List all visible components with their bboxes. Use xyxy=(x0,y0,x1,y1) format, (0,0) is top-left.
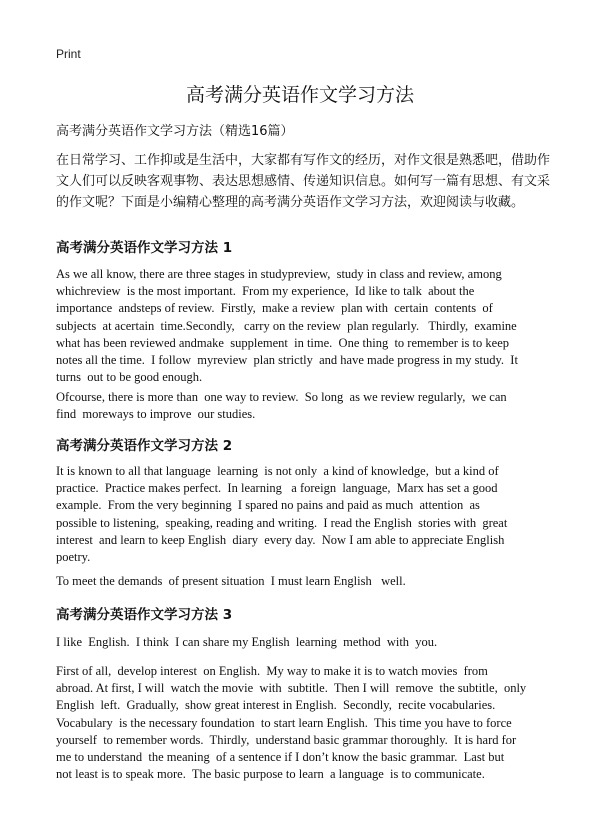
section-2-paragraph-2: To meet the demands of present situation I must learn English well. xyxy=(56,574,406,588)
section-1-paragraph-1: As we all know, there are three stages in studypreview, study in class and review, among whichreview is the most important. From my experience, Id like to talk about the importance andsteps of review. Firstly, make a review plan with certain contents of subjects at acertain time.Secondly, carry on the review plan regularly. Thirdly, examine what has been reviewed andmake supplement in time. One thing to remember is to keep notes all the time. I follow myreview plan strictly and have made progress in my study. It turns out to be good enough. xyxy=(56,267,518,385)
document-subtitle: 高考满分英语作文学习方法（精选16篇） xyxy=(56,124,294,139)
print-link[interactable]: Print xyxy=(56,47,81,61)
section-1-heading: 高考满分英语作文学习方法 1 xyxy=(56,240,233,256)
section-3-paragraph-1: I like English. I think I can share my English learning method with you. xyxy=(56,635,438,649)
section-2-heading: 高考满分英语作文学习方法 2 xyxy=(56,438,233,454)
section-3-heading: 高考满分英语作文学习方法 3 xyxy=(56,607,233,623)
section-1-paragraph-2: Ofcourse, there is more than one way to review. So long as we review regularly, we can find moreways to improve our studies. xyxy=(56,390,507,422)
section-3-paragraph-2: First of all, develop interest on English. My way to make it is to watch movies from abroad. At first, I will watch the movie with subtitle. Then I will remove the subtitle, only English left. Gradually, show great interest in English. Secondly, recite vocabularies. Vocabulary is the necessary foundation to start learn English. This time you have to force yourself to remember words. Thirdly, understand basic grammar thoroughly. It is hard for me to understand the meaning of a sentence if I don’t know the basic grammar. Last but not least is to speak more. The basic purpose to learn a language is to communicate. xyxy=(56,664,527,782)
section-2-paragraph-1: It is known to all that language learning is not only a kind of knowledge, but a kind of practice. Practice makes perfect. In learning a foreign language, Marx has set a good example. From the very beginning I spared no pains and paid as much attention as possible to listening, speaking, reading and writing. I read the English stories with great interest and learn to keep English diary every day. Now I am able to appreciate English poetry. xyxy=(56,464,508,565)
document-title: 高考满分英语作文学习方法 xyxy=(185,84,414,106)
intro-paragraph: 在日常学习、工作抑或是生活中，大家都有写作文的经历，对作文很是熟悉吧，借助作文人们可以反映客观事物、表达思想感情、传递知识信息。如何写一篇有思想、有文采的作文呢？下面是小编精心整理的高考满分英语作文学习方法，欢迎阅读与收藏。 xyxy=(56,153,551,210)
